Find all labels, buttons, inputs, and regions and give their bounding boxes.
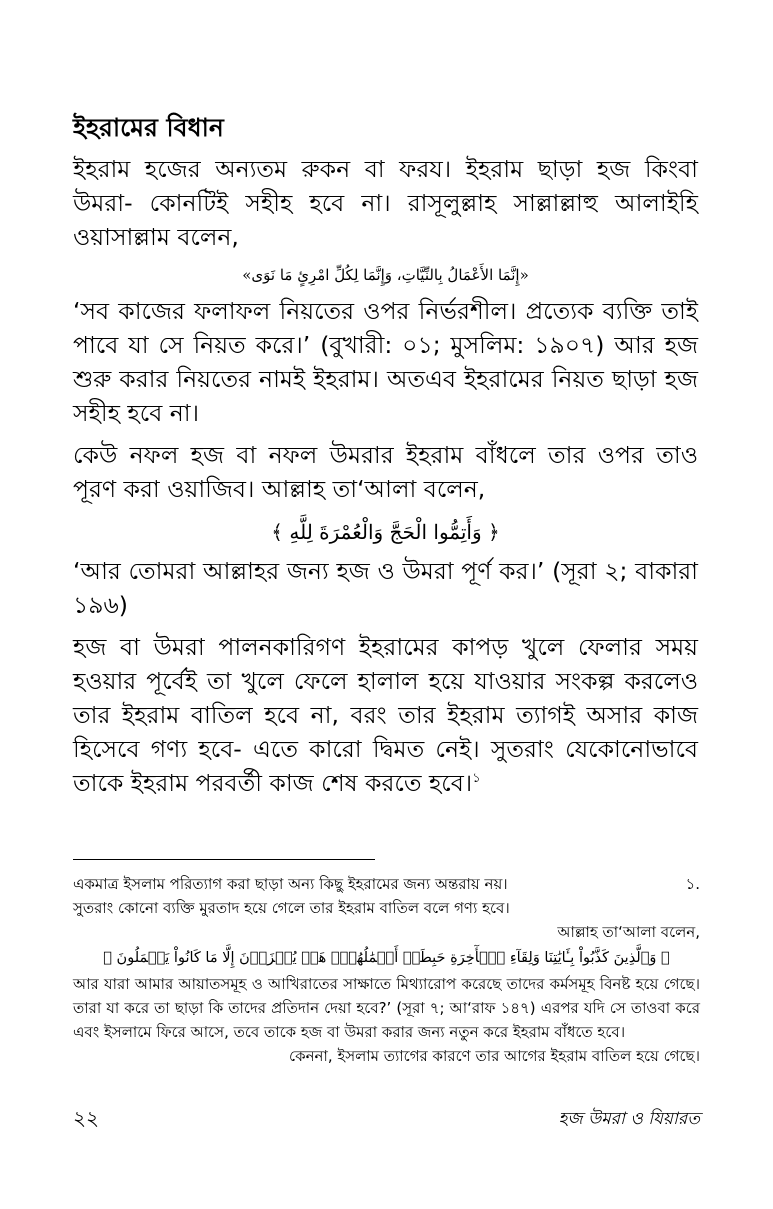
footnote-line-5: কেননা, ইসলাম ত্যাগের কারণে তার আগের ইহরাম বাতিল হয়ে গেছে। (289, 1047, 700, 1065)
footnote-line-2: সুতরাং কোনো ব্যক্তি মুরতাদ হয়ে গেলে তার ইহরাম বাতিল বলে গণ্য হবে। (73, 899, 510, 917)
footnote-line-3: আল্লাহ তা‘আলা বলেন, (557, 923, 700, 941)
main-content (73, 110, 698, 808)
section-heading: ইহরামের বিধান (73, 113, 224, 142)
paragraph-verse-translation: ‘আর তোমরা আল্লাহর জন্য হজ ও উমরা পূর্ণ কর।’ (সূরা ২; বাকারা ১৯৬) (73, 557, 698, 619)
footnote-arabic-verse: ﴿ وَٱلَّذِينَ كَذَّبُواْ بِـَٔايَٰتِنَا وَلِقَآءِ ٱلۡأٓخِرَةِ حَبِطَتۡ أَعۡمَٰلُهُمۡۚ هَلۡ يُجۡزَوۡنَ إِلَّا مَا كَانُواْ يَعۡمَلُونَ ﴾ (103, 950, 670, 966)
footnote-first-line (73, 872, 700, 896)
footnote (73, 872, 700, 1068)
paragraph-intro: ইহরাম হজের অন্যতম রুকন বা ফরয। ইহরাম ছাড়া হজ কিংবা উমরা- কোনটিই সহীহ হবে না। রাসূলুল্লাহ সাল্লাল্লাহু আলাইহি ওয়াসাল্লাম বলেন, (73, 155, 698, 251)
footnote-divider (73, 859, 375, 860)
footnote-line-1: একমাত্র ইসলাম পরিত্যাগ করা ছাড়া অন্য কিছু ইহরামের জন্য অন্তরায় নয়। (73, 875, 508, 893)
footnote-marker[interactable]: ১ (472, 771, 481, 787)
book-title: হজ উমরা ও যিয়ারত (558, 1109, 700, 1129)
paragraph-ihram-ruling-text: হজ বা উমরা পালনকারিগণ ইহরামের কাপড় খুলে ফেলার সময় হওয়ার পূর্বেই তা খুলে ফেলে হালাল হয়ে যাওয়ার সংকল্প করলেও তার ইহরাম বাতিল হবে না, বরং তার ইহরাম ত্যাগই অসার কাজ হিসেবে গণ্য হবে- এতে কারো দ্বিমত নেই। সুতরাং যেকোনোভাবে তাকে ইহরাম পরবর্তী কাজ শেষ করতে হবে। (73, 633, 698, 797)
footnote-line-4: আর যারা আমার আয়াতসমূহ ও আখিরাতের সাক্ষাতে মিথ্যারোপ করেছে তাদের কর্মসমূহ বিনষ্ট হয়ে গেছে। তারা যা করে তা ছাড়া কি তাদের প্রতিদান দেয়া হবে?’ (সূরা ৭; আ‘রাফ ১৪৭) এরপর যদি সে তাওবা করে এবং ইসলামে ফিরে আসে, তবে তাকে হজ বা উমরা করার জন্য নতুন করে ইহরাম বাঁধতে হবে। (73, 975, 700, 1041)
quran-arabic-verse: ﴿ وَأَتِمُّوا الْحَجَّ وَالْعُمْرَةَ لِلَّهِ ﴾ (271, 520, 500, 544)
paragraph-nafl: কেউ নফল হজ বা নফল উমরার ইহরাম বাঁধলে তার ওপর তাও পূরণ করা ওয়াজিব। আল্লাহ তা‘আলা বলেন, (73, 441, 698, 503)
page-number: ২২ (73, 1106, 100, 1130)
page-footer (73, 1104, 700, 1134)
footnote-number: ১. (685, 875, 700, 893)
paragraph-ihram-ruling (73, 630, 698, 800)
hadith-arabic-text: «إِنَّمَا الأَعْمَالُ بِالنِّيَّاتِ، وَإِنَّمَا لِكُلِّ امْرِئٍ مَا نَوَى» (242, 266, 529, 284)
paragraph-hadith-translation: ‘সব কাজের ফলাফল নিয়তের ওপর নির্ভরশীল। প্রত্যেক ব্যক্তি তাই পাবে যা সে নিয়ত করে।’ (বুখারী: ০১; মুসলিম: ১৯০৭) আর হজ শুরু করার নিয়তের নামই ইহরাম। অতএব ইহরামের নিয়ত ছাড়া হজ সহীহ হবে না। (73, 297, 698, 427)
